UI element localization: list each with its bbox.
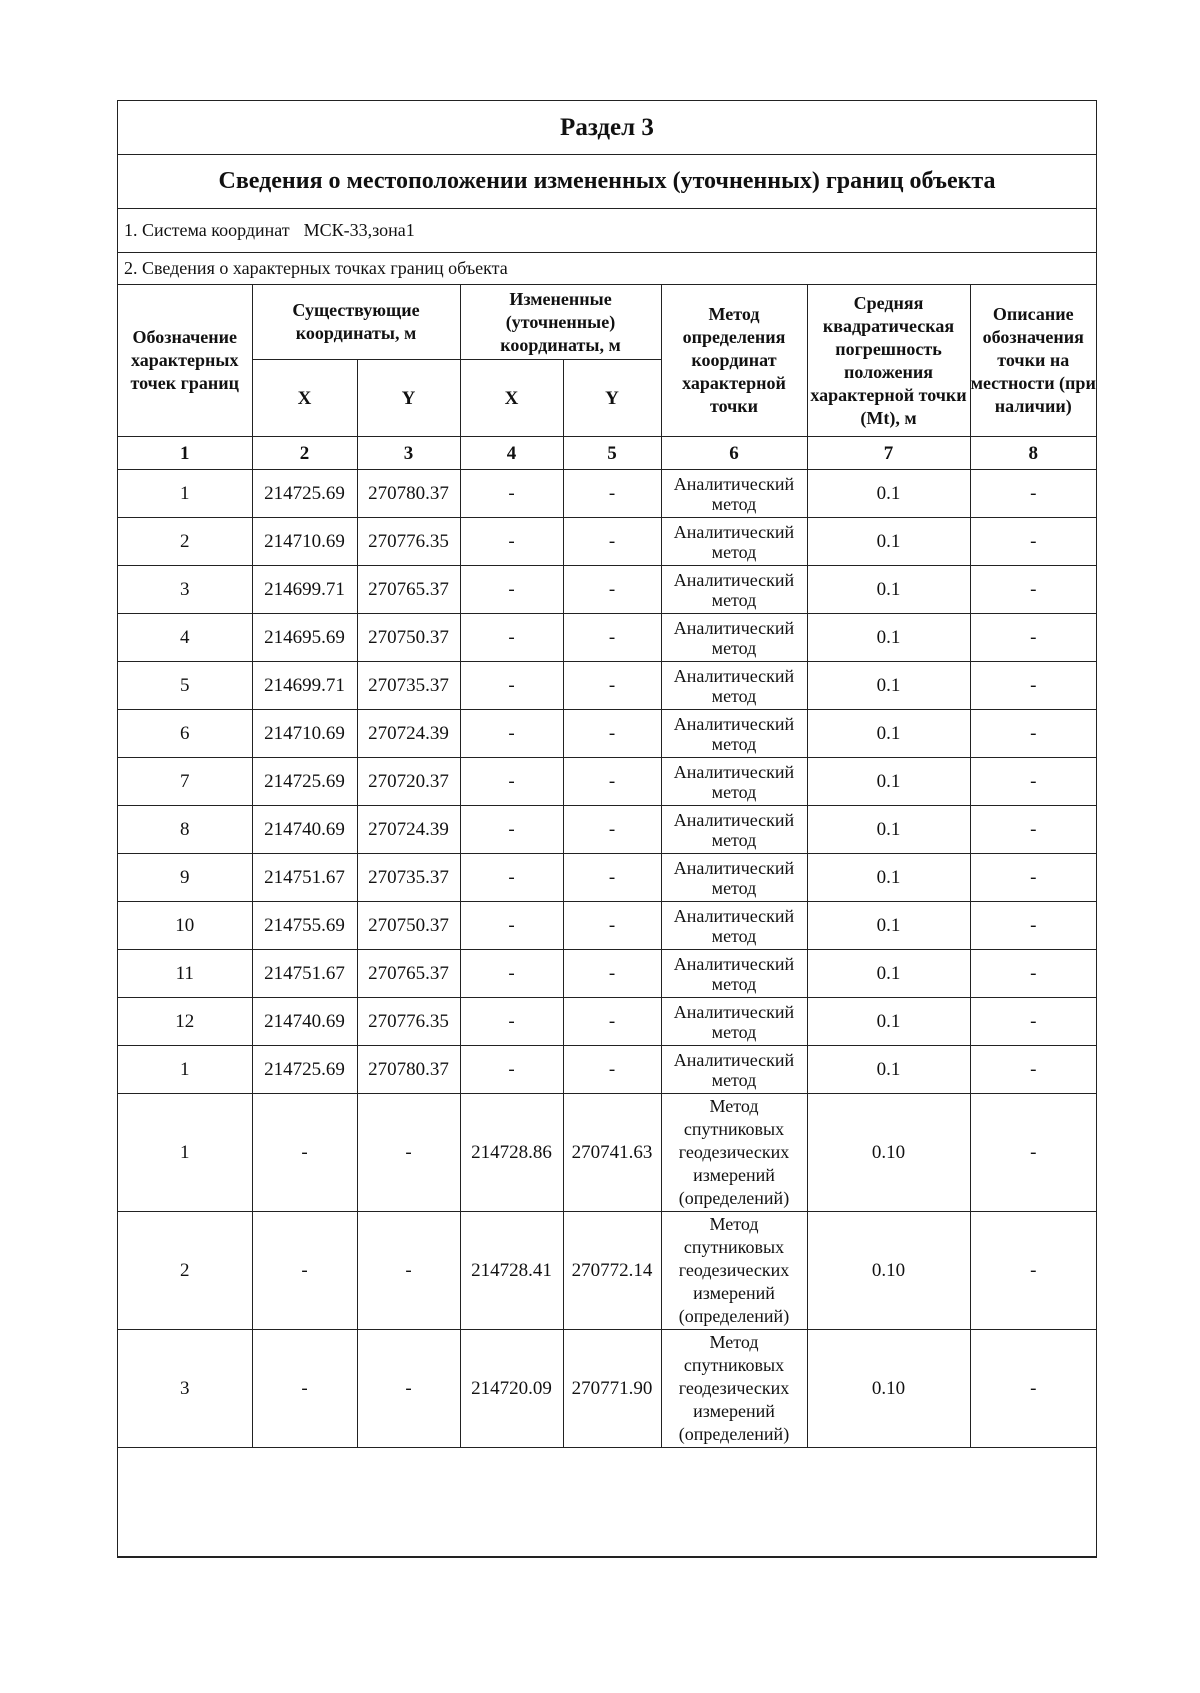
existing-x-cell: 214710.69: [252, 710, 357, 758]
header-existing-coordinates: Существующие координаты, м: [252, 285, 460, 360]
mean-error-cell: 0.1: [807, 614, 970, 662]
section-heading: Раздел 3: [118, 101, 1096, 155]
existing-x-cell: 214695.69: [252, 614, 357, 662]
coord-system-label: 1. Система координат: [124, 220, 290, 240]
header-description: Описание обозначения точки на местности (при наличии): [970, 285, 1096, 437]
point-description-cell: -: [970, 758, 1096, 806]
table-row: [118, 950, 1096, 998]
point-description-cell: -: [970, 662, 1096, 710]
header-existing-x: X: [252, 360, 357, 437]
point-number-cell: 5: [118, 662, 252, 710]
column-number: 3: [357, 437, 460, 470]
changed-x-cell: -: [460, 806, 563, 854]
changed-y-cell: -: [563, 1046, 661, 1094]
changed-x-cell: -: [460, 950, 563, 998]
point-description-cell: -: [970, 566, 1096, 614]
existing-x-cell: -: [252, 1094, 357, 1212]
existing-y-cell: 270780.37: [357, 1046, 460, 1094]
point-description-cell: -: [970, 710, 1096, 758]
table-row: [118, 998, 1096, 1046]
changed-x-cell: -: [460, 518, 563, 566]
method-cell: Аналитический метод: [661, 566, 807, 614]
table-row: [118, 806, 1096, 854]
existing-y-cell: 270776.35: [357, 518, 460, 566]
existing-y-cell: 270776.35: [357, 998, 460, 1046]
mean-error-cell: 0.1: [807, 1046, 970, 1094]
changed-x-cell: 214728.86: [460, 1094, 563, 1212]
method-cell: Аналитический метод: [661, 518, 807, 566]
point-description-cell: -: [970, 1212, 1096, 1330]
changed-y-cell: -: [563, 950, 661, 998]
existing-y-cell: -: [357, 1094, 460, 1212]
changed-x-cell: -: [460, 662, 563, 710]
existing-y-cell: 270780.37: [357, 470, 460, 518]
coord-system-line: [118, 209, 1096, 253]
table-row: [118, 1330, 1096, 1448]
changed-x-cell: -: [460, 710, 563, 758]
point-number-cell: 2: [118, 518, 252, 566]
table-row: [118, 758, 1096, 806]
point-description-cell: -: [970, 950, 1096, 998]
method-cell: Аналитический метод: [661, 1046, 807, 1094]
changed-y-cell: -: [563, 614, 661, 662]
column-number: 8: [970, 437, 1096, 470]
existing-y-cell: 270724.39: [357, 806, 460, 854]
existing-x-cell: 214740.69: [252, 998, 357, 1046]
changed-x-cell: -: [460, 1046, 563, 1094]
mean-error-cell: 0.1: [807, 470, 970, 518]
point-number-cell: 7: [118, 758, 252, 806]
existing-y-cell: 270765.37: [357, 950, 460, 998]
changed-y-cell: -: [563, 470, 661, 518]
method-cell: Аналитический метод: [661, 854, 807, 902]
mean-error-cell: 0.1: [807, 950, 970, 998]
method-cell: Аналитический метод: [661, 758, 807, 806]
table-row: [118, 1212, 1096, 1330]
column-number: 2: [252, 437, 357, 470]
mean-error-cell: 0.1: [807, 902, 970, 950]
header-existing-y: Y: [357, 360, 460, 437]
existing-y-cell: -: [357, 1330, 460, 1448]
point-number-cell: 9: [118, 854, 252, 902]
header-changed-x: X: [460, 360, 563, 437]
point-number-cell: 8: [118, 806, 252, 854]
table-row: [118, 1094, 1096, 1212]
point-number-cell: 11: [118, 950, 252, 998]
table-row: [118, 854, 1096, 902]
mean-error-cell: 0.1: [807, 998, 970, 1046]
table-row: [118, 710, 1096, 758]
existing-x-cell: 214751.67: [252, 854, 357, 902]
point-number-cell: 1: [118, 1046, 252, 1094]
point-number-cell: 1: [118, 470, 252, 518]
changed-y-cell: -: [563, 758, 661, 806]
mean-error-cell: 0.1: [807, 806, 970, 854]
point-number-cell: 1: [118, 1094, 252, 1212]
method-cell: Аналитический метод: [661, 998, 807, 1046]
point-number-cell: 2: [118, 1212, 252, 1330]
existing-x-cell: 214699.71: [252, 566, 357, 614]
point-description-cell: -: [970, 902, 1096, 950]
existing-x-cell: -: [252, 1212, 357, 1330]
method-cell: Аналитический метод: [661, 902, 807, 950]
method-cell: Метод спутниковых геодезических измерений (определений): [661, 1330, 807, 1448]
changed-x-cell: 214720.09: [460, 1330, 563, 1448]
point-number-cell: 12: [118, 998, 252, 1046]
existing-y-cell: -: [357, 1212, 460, 1330]
column-number: 7: [807, 437, 970, 470]
point-description-cell: -: [970, 806, 1096, 854]
point-description-cell: -: [970, 1330, 1096, 1448]
changed-x-cell: -: [460, 854, 563, 902]
changed-x-cell: -: [460, 902, 563, 950]
document-sheet: [117, 100, 1097, 1558]
point-number-cell: 3: [118, 1330, 252, 1448]
existing-x-cell: 214725.69: [252, 470, 357, 518]
point-number-cell: 4: [118, 614, 252, 662]
existing-y-cell: 270735.37: [357, 854, 460, 902]
existing-x-cell: 214751.67: [252, 950, 357, 998]
changed-x-cell: -: [460, 614, 563, 662]
changed-y-cell: -: [563, 662, 661, 710]
changed-y-cell: -: [563, 518, 661, 566]
changed-x-cell: 214728.41: [460, 1212, 563, 1330]
changed-y-cell: 270741.63: [563, 1094, 661, 1212]
changed-y-cell: -: [563, 998, 661, 1046]
table-row: [118, 470, 1096, 518]
mean-error-cell: 0.1: [807, 662, 970, 710]
point-description-cell: -: [970, 614, 1096, 662]
table-row: [118, 902, 1096, 950]
mean-error-cell: 0.10: [807, 1094, 970, 1212]
method-cell: Аналитический метод: [661, 470, 807, 518]
point-description-cell: -: [970, 998, 1096, 1046]
table-row: [118, 518, 1096, 566]
table-row: [118, 614, 1096, 662]
mean-error-cell: 0.1: [807, 566, 970, 614]
point-number-cell: 3: [118, 566, 252, 614]
method-cell: Аналитический метод: [661, 710, 807, 758]
existing-y-cell: 270750.37: [357, 902, 460, 950]
existing-y-cell: 270750.37: [357, 614, 460, 662]
coord-system-value: МСК-33,зона1: [303, 220, 415, 240]
existing-x-cell: 214740.69: [252, 806, 357, 854]
changed-y-cell: -: [563, 806, 661, 854]
point-number-cell: 6: [118, 710, 252, 758]
table-row: [118, 662, 1096, 710]
method-cell: Аналитический метод: [661, 662, 807, 710]
existing-x-cell: 214699.71: [252, 662, 357, 710]
point-number-cell: 10: [118, 902, 252, 950]
mean-error-cell: 0.10: [807, 1212, 970, 1330]
changed-y-cell: 270772.14: [563, 1212, 661, 1330]
point-description-cell: -: [970, 470, 1096, 518]
changed-x-cell: -: [460, 566, 563, 614]
table-row: [118, 566, 1096, 614]
header-designation: Обозначение характерных точек границ: [118, 285, 252, 437]
method-cell: Аналитический метод: [661, 614, 807, 662]
changed-y-cell: -: [563, 854, 661, 902]
page-title: Сведения о местоположении измененных (уточненных) границ объекта: [118, 155, 1096, 209]
mean-error-cell: 0.10: [807, 1330, 970, 1448]
changed-y-cell: -: [563, 566, 661, 614]
column-number: 4: [460, 437, 563, 470]
method-cell: Метод спутниковых геодезических измерений (определений): [661, 1094, 807, 1212]
header-changed-coordinates: Измененные (уточненные) координаты, м: [460, 285, 661, 360]
point-description-cell: -: [970, 854, 1096, 902]
mean-error-cell: 0.1: [807, 518, 970, 566]
header-method: Метод определения координат характерной точки: [661, 285, 807, 437]
header-changed-y: Y: [563, 360, 661, 437]
header-error: Средняя квадратическая погрешность положения характерной точки (Mt), м: [807, 285, 970, 437]
changed-y-cell: -: [563, 902, 661, 950]
changed-y-cell: 270771.90: [563, 1330, 661, 1448]
method-cell: Аналитический метод: [661, 806, 807, 854]
mean-error-cell: 0.1: [807, 758, 970, 806]
changed-y-cell: -: [563, 710, 661, 758]
existing-x-cell: 214710.69: [252, 518, 357, 566]
existing-y-cell: 270724.39: [357, 710, 460, 758]
changed-x-cell: -: [460, 998, 563, 1046]
existing-x-cell: 214725.69: [252, 758, 357, 806]
mean-error-cell: 0.1: [807, 710, 970, 758]
point-description-cell: -: [970, 1094, 1096, 1212]
column-number: 5: [563, 437, 661, 470]
points-table: [118, 285, 1096, 1557]
table-row: [118, 1046, 1096, 1094]
column-number: 6: [661, 437, 807, 470]
existing-y-cell: 270720.37: [357, 758, 460, 806]
column-number-row: [118, 437, 1096, 470]
existing-y-cell: 270765.37: [357, 566, 460, 614]
points-heading: 2. Сведения о характерных точках границ объекта: [118, 253, 1096, 285]
changed-x-cell: -: [460, 758, 563, 806]
existing-y-cell: 270735.37: [357, 662, 460, 710]
point-description-cell: -: [970, 518, 1096, 566]
blank-footer-area: [118, 1448, 1096, 1557]
method-cell: Аналитический метод: [661, 950, 807, 998]
method-cell: Метод спутниковых геодезических измерений (определений): [661, 1212, 807, 1330]
changed-x-cell: -: [460, 470, 563, 518]
point-description-cell: -: [970, 1046, 1096, 1094]
mean-error-cell: 0.1: [807, 854, 970, 902]
column-number: 1: [118, 437, 252, 470]
existing-x-cell: 214725.69: [252, 1046, 357, 1094]
existing-x-cell: -: [252, 1330, 357, 1448]
existing-x-cell: 214755.69: [252, 902, 357, 950]
